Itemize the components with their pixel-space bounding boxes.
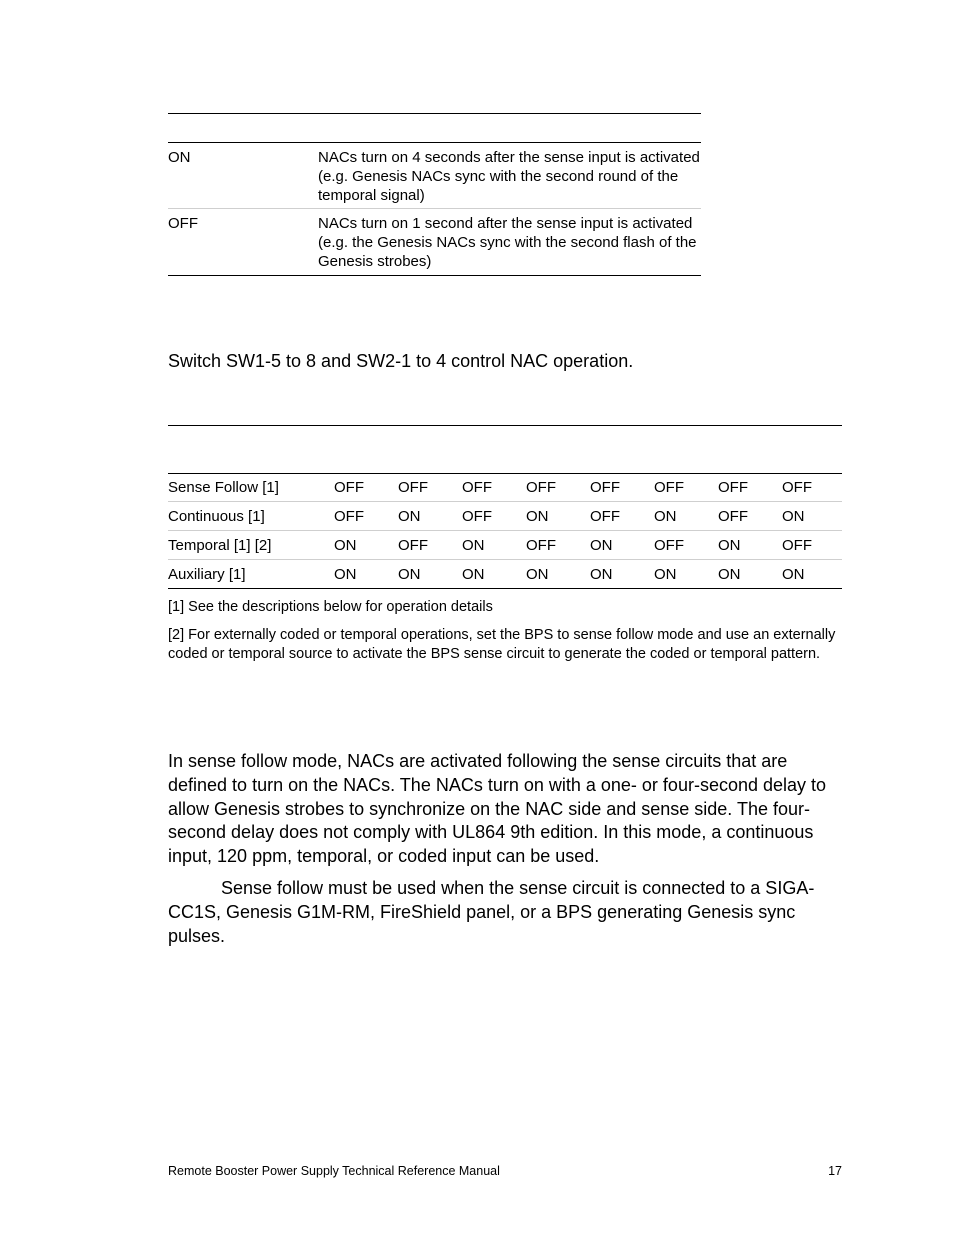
switch-value: ON xyxy=(398,566,421,583)
table2-bottom-rule xyxy=(168,588,842,589)
switch-value: ON xyxy=(654,508,677,525)
mode-label: Continuous [1] xyxy=(168,508,265,525)
mode-label: Sense Follow [1] xyxy=(168,479,279,496)
body-paragraph: Sense follow must be used when the sense circuit is connected to a SIGA-CC1S, Genesis G1M-RM, FireShield panel, or a BPS generating Genesis sync pulses. xyxy=(168,877,815,946)
intro-text: Switch SW1-5 to 8 and SW2-1 to 4 control NAC operation. xyxy=(168,351,634,371)
switch-value: OFF xyxy=(526,479,556,496)
switch-value: ON xyxy=(526,566,549,583)
table1-description: NACs turn on 1 second after the sense input is activated (e.g. the Genesis NACs sync with the second flash of the Genesis strobes) xyxy=(318,215,697,270)
switch-value: ON xyxy=(718,537,741,554)
table2-row xyxy=(168,502,842,531)
table1-row-divider xyxy=(168,208,701,209)
table1-header-rule xyxy=(168,142,701,143)
switch-value: OFF xyxy=(334,508,364,525)
switch-value: OFF xyxy=(590,508,620,525)
switch-value: ON xyxy=(654,566,677,583)
switch-value: ON xyxy=(526,508,549,525)
mode-label: Temporal [1] [2] xyxy=(168,537,272,554)
switch-value: OFF xyxy=(718,479,748,496)
footer-title: Remote Booster Power Supply Technical Reference Manual xyxy=(168,1164,500,1178)
switch-value: OFF xyxy=(654,537,684,554)
table1-bottom-rule xyxy=(168,275,701,276)
body-paragraph: In sense follow mode, NACs are activated following the sense circuits that are defined to turn on the NACs. The NACs turn on with a one- or four-second delay to allow Genesis strobes to synchronize on the NAC side and sense side. The four-second delay does not comply with UL864 9th edition. In this mode, a continuous input, 120 ppm, temporal, or coded input can be used. xyxy=(168,751,827,867)
switch-value: ON xyxy=(782,508,805,525)
switch-value: ON xyxy=(718,566,741,583)
body-text xyxy=(168,750,844,948)
table2-row xyxy=(168,560,842,589)
switch-value: OFF xyxy=(462,479,492,496)
switch-value: OFF xyxy=(526,537,556,554)
table2-row xyxy=(168,531,842,560)
switch-value: ON xyxy=(334,566,357,583)
table1-description: NACs turn on 4 seconds after the sense input is activated (e.g. Genesis NACs sync with the second round of the temporal signal) xyxy=(318,149,700,204)
switch-value: OFF xyxy=(590,479,620,496)
switch-value: OFF xyxy=(398,479,428,496)
table2-top-rule xyxy=(168,425,842,426)
switch-value: OFF xyxy=(398,537,428,554)
switch-value: ON xyxy=(590,566,613,583)
table-note: [1] See the descriptions below for operation details xyxy=(168,599,493,615)
switch-value: OFF xyxy=(334,479,364,496)
switch-value: ON xyxy=(398,508,421,525)
switch-value: ON xyxy=(462,566,485,583)
switch-value: OFF xyxy=(782,479,812,496)
switch-value: ON xyxy=(782,566,805,583)
switch-value: OFF xyxy=(782,537,812,554)
switch-value: ON xyxy=(334,537,357,554)
switch-value: OFF xyxy=(462,508,492,525)
mode-label: Auxiliary [1] xyxy=(168,566,246,583)
table-note: [2] For externally coded or temporal operations, set the BPS to sense follow mode and use an externally coded or temporal source to activate the BPS sense circuit to generate the coded or temporal pattern. xyxy=(168,627,836,662)
switch-value: OFF xyxy=(654,479,684,496)
table1-setting: ON xyxy=(168,149,191,166)
switch-value: ON xyxy=(590,537,613,554)
page-number: 17 xyxy=(828,1164,842,1178)
table1-setting: OFF xyxy=(168,215,198,232)
switch-value: ON xyxy=(462,537,485,554)
table1-top-rule xyxy=(168,113,701,114)
switch-value: OFF xyxy=(718,508,748,525)
table2-row xyxy=(168,473,842,502)
